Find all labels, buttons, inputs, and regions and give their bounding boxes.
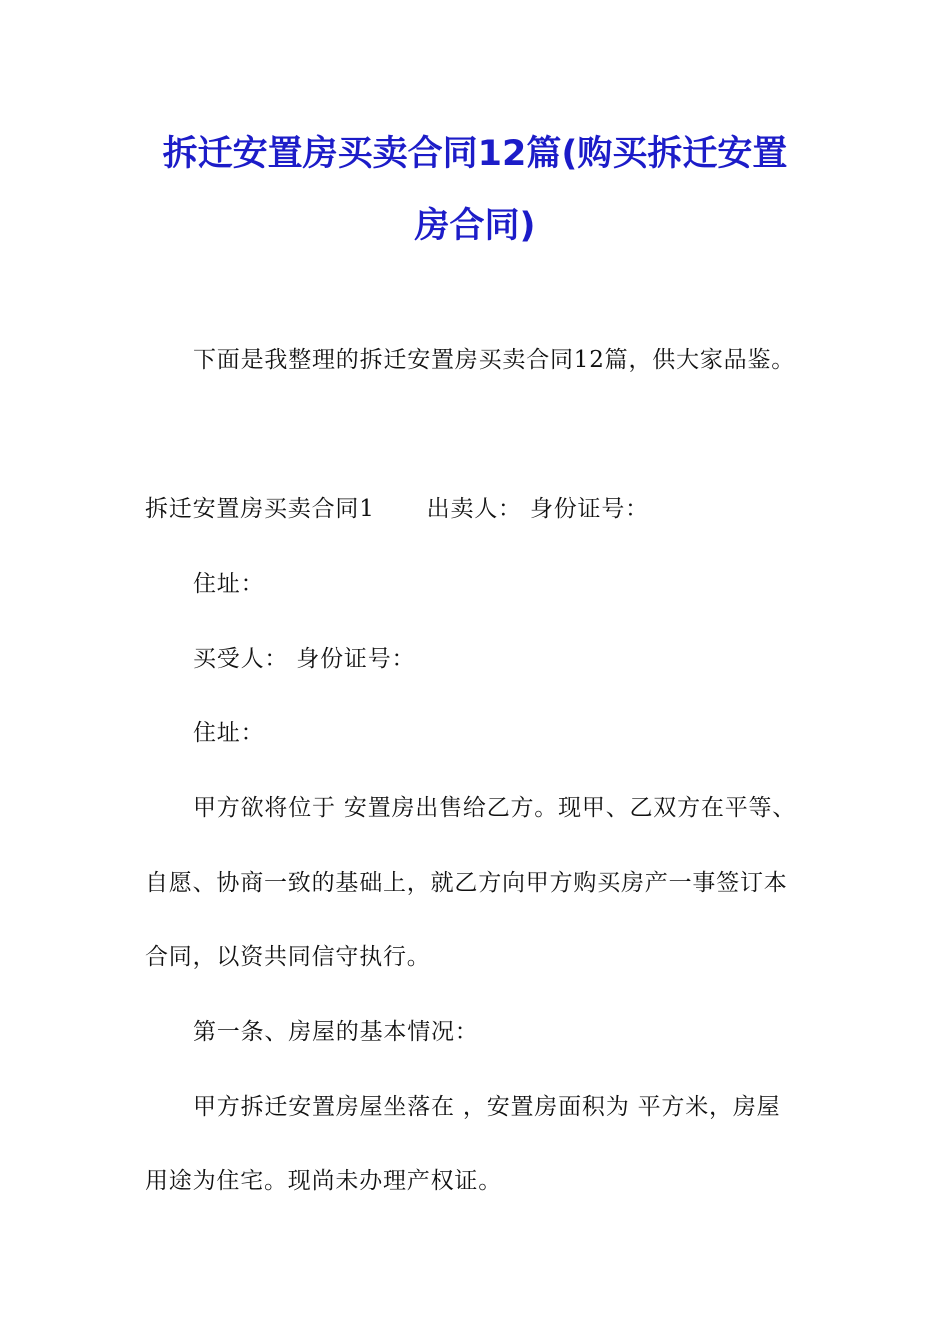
paragraph-2-line-2: 用途为住宅。现尚未办理产权证。 <box>145 1168 502 1194</box>
paragraph-1-line-1: 甲方欲将位于 安置房出售给乙方。现甲、乙双方在平等、 <box>193 795 797 821</box>
article-1-heading: 第一条、房屋的基本情况： <box>193 1019 479 1045</box>
paragraph-1-line-2: 自愿、协商一致的基础上，就乙方向甲方购买房产一事签订本 <box>145 870 788 896</box>
seller-address-line: 住址： <box>193 571 265 597</box>
document-title-line-1: 拆迁安置房买卖合同12篇(购买拆迁安置 <box>162 134 788 174</box>
buyer-id-line: 买受人： 身份证号： <box>193 646 416 672</box>
paragraph-2-line-1: 甲方拆迁安置房屋坐落在 ，安置房面积为 平方米，房屋 <box>193 1094 781 1120</box>
intro-paragraph: 下面是我整理的拆迁安置房买卖合同12篇，供大家品鉴。 <box>193 347 796 373</box>
buyer-address-line: 住址： <box>193 720 265 746</box>
contract-1-header-line <box>145 494 649 524</box>
document-title-line-2: 房合同) <box>414 206 536 246</box>
paragraph-1-line-3: 合同，以资共同信守执行。 <box>145 944 431 970</box>
contract-1-heading: 拆迁安置房买卖合同1 <box>145 496 375 522</box>
seller-id-line: 出卖人： 身份证号： <box>426 496 649 522</box>
